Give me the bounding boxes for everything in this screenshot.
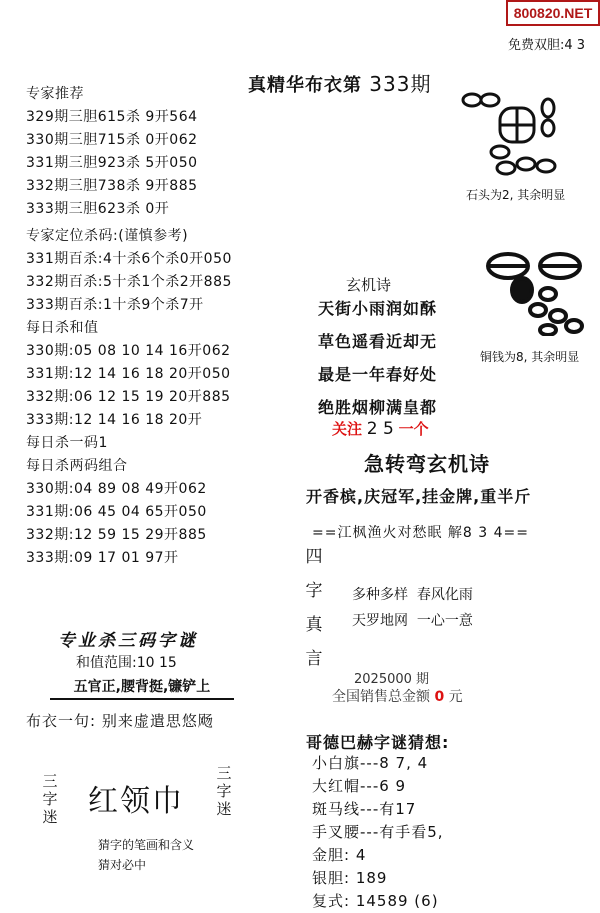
riddle-hint-2: 猜对必中 [98,858,147,872]
sales-line [332,686,463,706]
vertical-char: 言 [305,649,323,669]
sales-issue: 2025000 期 [354,672,430,687]
expert-row: 331期三胆923杀 5开050 [26,155,198,171]
xuanji-title: 玄机诗 [346,276,392,294]
riddle-phrase: 五官正,腰背挺,镰铲上 [50,676,234,700]
left-column [26,83,232,570]
position-kill-row: 331期百杀:4十杀6个杀0开050 [26,251,232,267]
goethe-row: 银胆: 189 [312,869,388,887]
riddle-hint-1: 猜字的笔画和含义 [98,838,195,852]
daily-sum-row: 330期:05 08 10 14 16开062 [26,343,231,359]
riddle-big-word: 红领巾 [88,784,184,819]
daily-sum-row: 331期:12 14 16 18 20开050 [26,366,231,382]
four-words-vertical [304,540,324,676]
stone-figure-image [460,90,570,176]
vertical-char: 三 [216,764,232,782]
four-words-line-2: 天罗地网 一心一意 [352,613,473,629]
sales-label: 全国销售总金额 [332,689,430,705]
vertical-char: 字 [216,782,232,800]
vertical-char: 迷 [216,800,232,818]
riddle-left-vertical [42,772,58,826]
daily-one-heading: 每日杀一码1 [26,435,108,451]
daily-sum-row: 332期:06 12 15 19 20开885 [26,389,231,405]
turn-line: 开香槟,庆冠军,挂金牌,重半斤 [306,487,532,506]
stone-caption: 石头为2, 其余明显 [466,188,566,202]
vertical-char: 真 [305,615,323,635]
expert-row: 329期三胆615杀 9开564 [26,109,198,125]
goethe-row: 手叉腰---有手看5, [312,823,444,841]
poem-line: 草色遥看近却无 [318,332,438,351]
goethe-row: 金胆: 4 [312,846,367,864]
daily-sum-row: 333期:12 14 16 18 20开 [26,412,203,428]
xuanji-poem [318,292,437,424]
goethe-row: 斑马线---有17 [312,800,417,818]
daily-two-row: 331期:06 45 04 65开050 [26,504,207,520]
poem-line: 绝胜烟柳满皇都 [318,398,438,417]
turn-clue: ==江枫渔火对愁眠 解8 3 4== [312,525,529,541]
page-title-text: 真精华布衣第 [248,75,362,96]
sales-unit: 元 [448,689,463,705]
expert-row: 330期三胆715杀 0开062 [26,132,198,148]
goethe-row: 小白旗---8 7, 4 [312,754,429,772]
focus-line [332,418,429,439]
goethe-row: 复式: 14589 (6) [312,892,439,910]
page-title [248,68,431,97]
vertical-char: 三 [42,772,58,790]
poem-line: 天街小雨润如酥 [318,299,438,318]
page-title-issue: 333期 [369,72,432,96]
daily-two-row: 330期:04 89 08 49开062 [26,481,207,497]
daily-sum-heading: 每日杀和值 [26,320,99,336]
coin-caption: 铜钱为8, 其余明显 [480,350,580,364]
position-kill-heading: 专家定位杀码:(谨慎参考) [26,228,189,244]
daily-two-row: 333期:09 17 01 97开 [26,550,179,566]
position-kill-row: 332期百杀:5十杀1个杀2开885 [26,274,232,290]
goethe-list [312,752,444,913]
daily-two-heading: 每日杀两码组合 [26,458,128,474]
goethe-row: 大红帽---6 9 [312,777,407,795]
focus-suffix: 一个 [398,420,429,438]
expert-row: 332期三胆738杀 9开885 [26,178,198,194]
free-double-pick: 免费双胆:4 3 [508,38,586,53]
focus-label: 关注 [332,420,363,438]
turn-title: 急转弯玄机诗 [364,452,490,476]
position-kill-row: 333期百杀:1十杀9个杀7开 [26,297,204,313]
poem-line: 最是一年春好处 [318,365,438,384]
expert-heading: 专家推荐 [26,86,84,102]
focus-value: 2 5 [366,419,394,439]
vertical-char: 迷 [42,808,58,826]
vertical-char: 四 [305,547,323,567]
riddle-range: 和值范围:10 15 [76,655,177,671]
buyi-sentence: 布衣一句: 别来虚遣思悠飏 [26,712,214,730]
riddle-title: 专业杀三码字谜 [58,631,198,651]
goethe-title: 哥德巴赫字谜猜想: [306,733,450,752]
site-watermark-badge: 800820.NET [506,0,600,26]
vertical-char: 字 [42,790,58,808]
expert-row: 333期三胆623杀 0开 [26,201,170,217]
sales-amount: 0 [434,689,445,705]
vertical-char: 字 [305,581,323,601]
coin-figure-image [486,250,586,336]
four-words-line-1: 多种多样 春风化雨 [352,587,473,603]
daily-two-row: 332期:12 59 15 29开885 [26,527,207,543]
riddle-right-vertical [216,764,232,818]
